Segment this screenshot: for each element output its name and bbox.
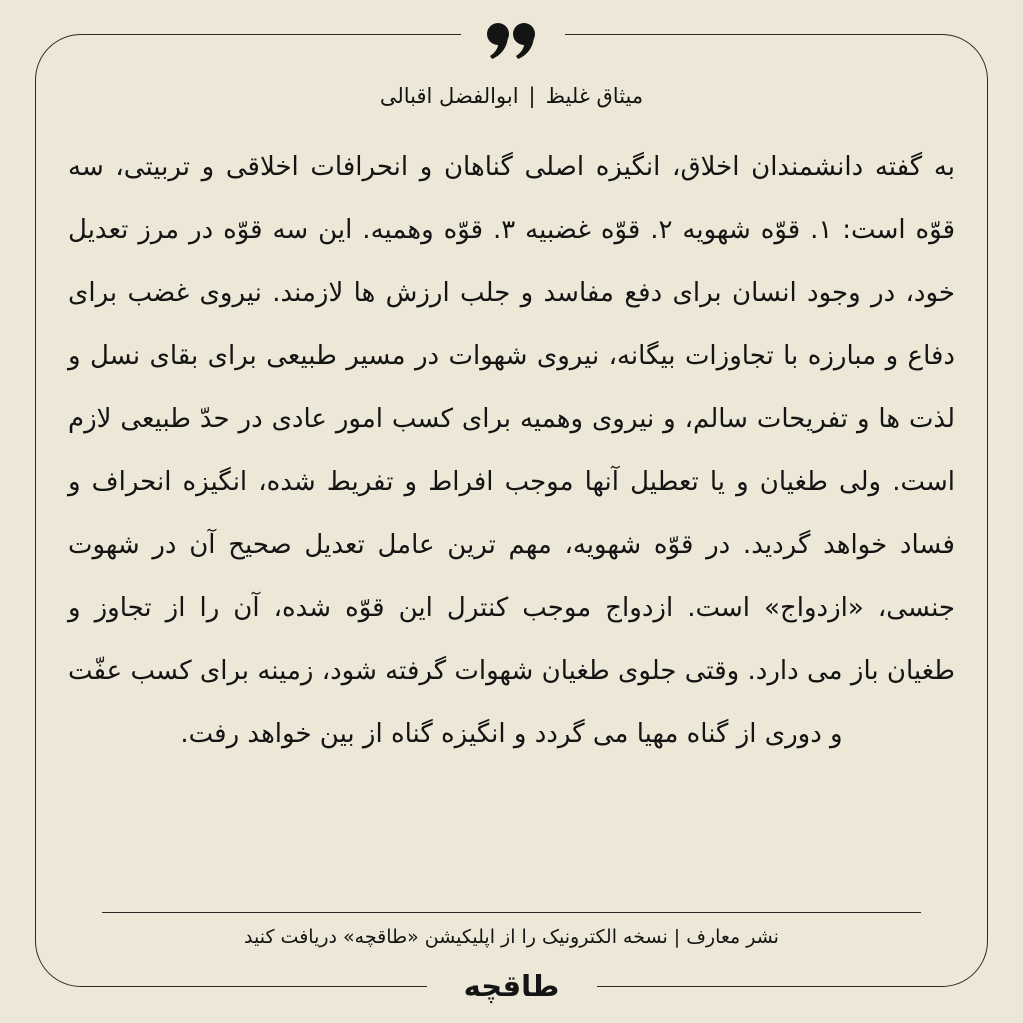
taaghche-logo: طاقچه (463, 969, 560, 1003)
book-title: میثاق غلیظ (545, 84, 644, 108)
header-separator: | (528, 84, 536, 108)
author-name: ابوالفضل اقبالی (379, 84, 519, 108)
quote-icon (486, 22, 538, 60)
header (0, 80, 1023, 112)
quote-body: به گفته دانشمندان اخلاق، انگیزه اصلی گناهان و انحرافات اخلاقی و تربیتی، سه قوّه است: ۱. قوّه شهویه ۲. قوّه غضبیه ۳. قوّه وهمیه. این سه قوّه در مرز تعدیل خود، در وجود انسان برای دفع مفاسد و جلب ارزش ها لازمند. نیروی غضب برای دفاع و مبارزه با تجاوزات بیگانه، نیروی شهوات در مسیر طبیعی برای بقای نسل و لذت ها و تفریحات سالم، و نیروی وهمیه برای کسب امور عادی در حدّ طبیعی لازم است. ولی طغیان و یا تعطیل آنها موجب افراط و تفریط شده، انگیزه انحراف و فساد خواهد گردید. در قوّه شهویه، مهم ترین عامل تعدیل صحیح آن در شهوت جنسی، «ازدواج» است. ازدواج موجب کنترل این قوّه شده، آن را از تجاوز و طغیان باز می دارد. وقتی جلوی طغیان شهوات گرفته شود، زمینه برای کسب عفّت و دوری از گناه مهیا می گردد و انگیزه گناه از بین خواهد رفت. (68, 152, 956, 749)
footer-note: نشر معارف | نسخه الکترونیک را از اپلیکیشن «طاقچه» دریافت کنید (244, 926, 779, 948)
divider (102, 912, 921, 913)
